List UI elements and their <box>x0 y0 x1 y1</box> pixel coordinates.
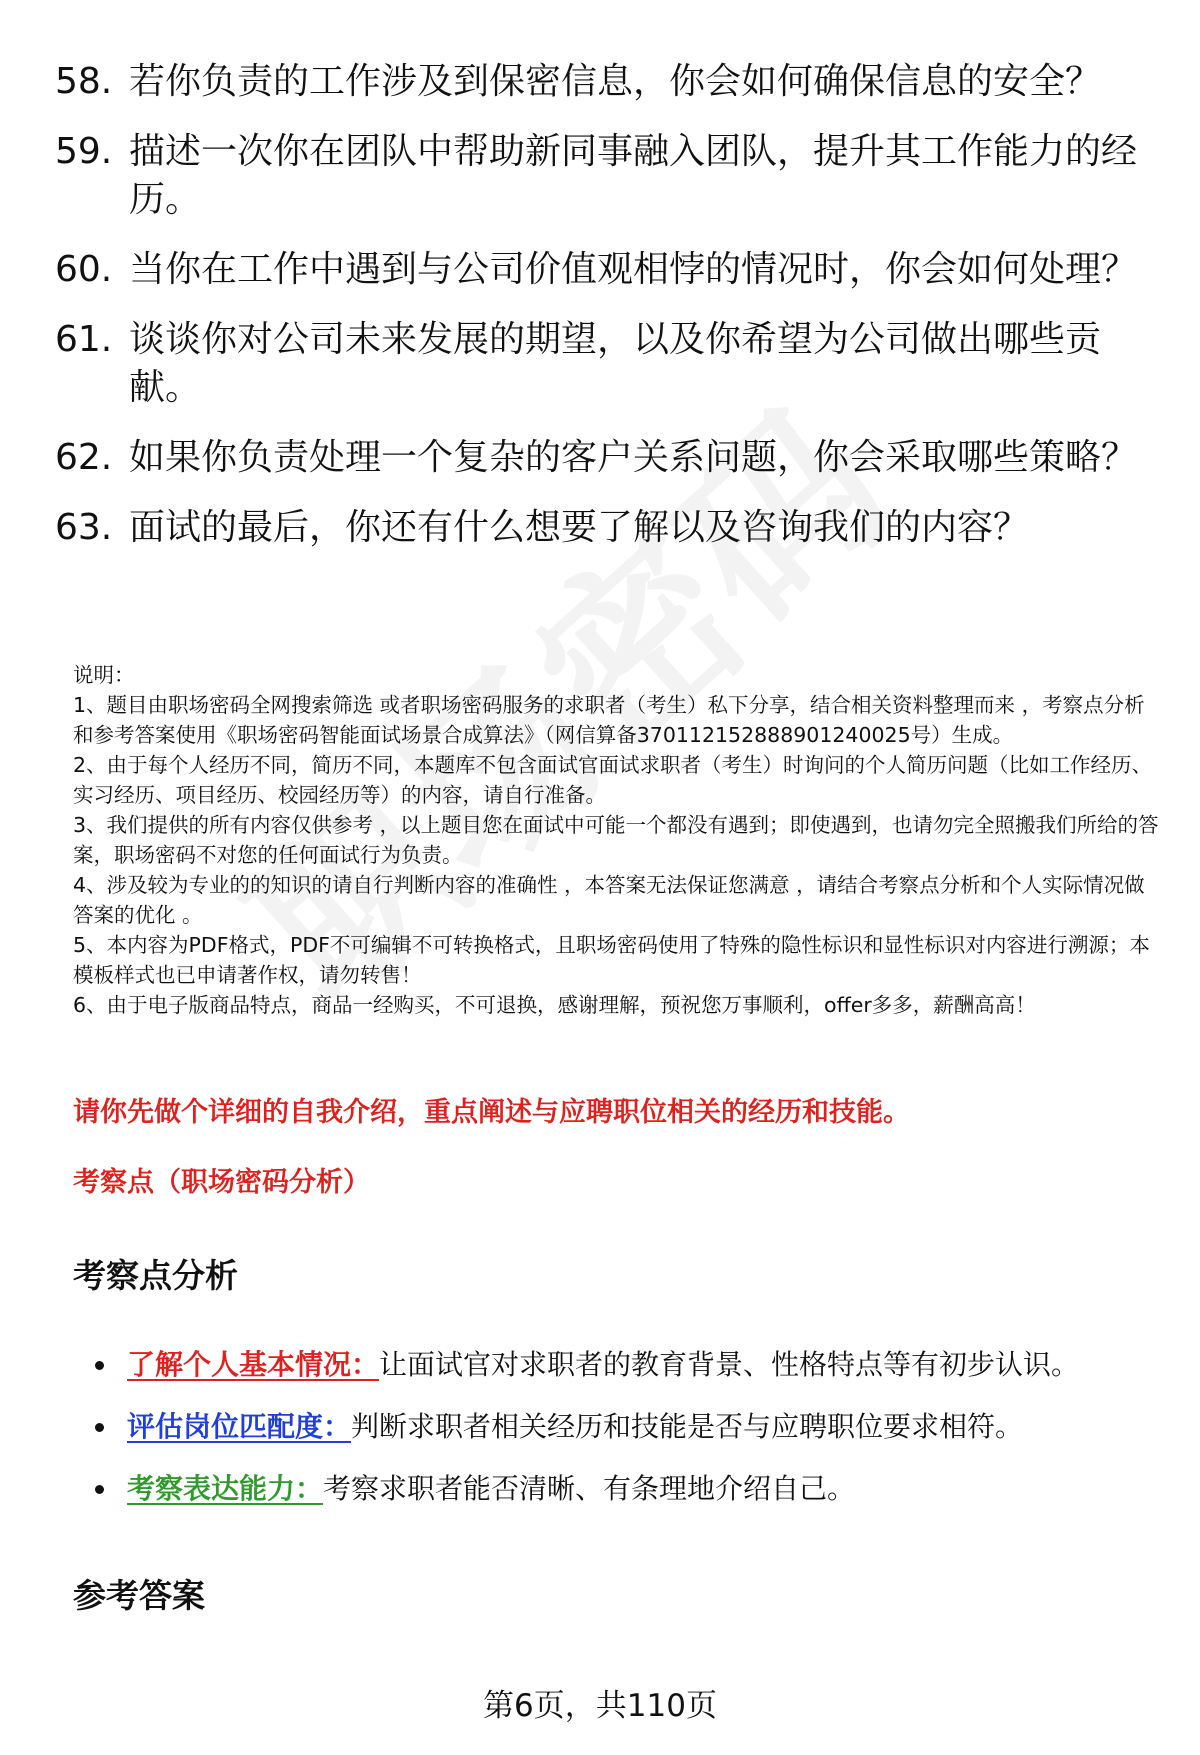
question-item <box>55 128 1165 224</box>
point-label: 考察表达能力： <box>127 1472 324 1505</box>
note-item: 3、我们提供的所有内容仅供参考 ，以上题目您在面试中可能一个都没有遇到；即使遇到，也请勿完全照搬我们所给的答案，职场密码不对您的任何面试行为负责。 <box>73 813 1159 867</box>
question-number: 60. <box>55 249 113 290</box>
point-label: 评估岗位匹配度： <box>127 1410 352 1443</box>
question-item <box>55 58 1165 106</box>
notes-title: 说明： <box>73 663 135 687</box>
question-number: 61. <box>55 319 113 360</box>
question-text: 面试的最后，你还有什么想要了解以及咨询我们的内容？ <box>129 507 1030 548</box>
question-text: 谈谈你对公司未来发展的期望，以及你希望为公司做出哪些贡献。 <box>129 319 1102 408</box>
note-item: 4、涉及较为专业的的知识的请自行判断内容的准确性 ，本答案无法保证您满意 ，请结合考察点分析和个人实际情况做答案的优化 。 <box>73 873 1145 927</box>
bullet-icon <box>95 1485 104 1494</box>
notes-section <box>73 660 1163 1020</box>
question-item <box>55 316 1165 412</box>
note-item: 6、由于电子版商品特点，商品一经购买，不可退换，感谢理解，预祝您万事顺利，offer多多，薪酬高高！ <box>73 993 1036 1017</box>
bullet-icon <box>95 1361 104 1370</box>
analysis-point <box>95 1407 1079 1447</box>
analysis-subheading: 考察点（职场密码分析） <box>73 1167 370 1198</box>
point-label: 了解个人基本情况： <box>127 1348 380 1381</box>
question-item <box>55 434 1165 482</box>
note-item: 5、本内容为PDF格式，PDF不可编辑不可转换格式，且职场密码使用了特殊的隐性标识和显性标识对内容进行溯源；本模板样式也已申请著作权，请勿转售！ <box>73 933 1150 987</box>
question-text: 当你在工作中遇到与公司价值观相悖的情况时，你会如何处理？ <box>129 249 1138 290</box>
note-item: 2、由于每个人经历不同，简历不同，本题库不包含面试官面试求职者（考生）时询问的个人简历问题（比如工作经历、实习经历、项目经历、校园经历等）的内容，请自行准备。 <box>73 753 1153 807</box>
point-text: 考察求职者能否清晰、有条理地介绍自己。 <box>323 1472 856 1505</box>
analysis-points <box>95 1345 1079 1531</box>
question-list <box>55 58 1165 574</box>
question-item <box>55 504 1165 552</box>
question-number: 58. <box>55 61 113 102</box>
question-number: 63. <box>55 507 113 548</box>
question-text: 如果你负责处理一个复杂的客户关系问题，你会采取哪些策略？ <box>129 437 1138 478</box>
note-item: 1、题目由职场密码全网搜索筛选 或者职场密码服务的求职者（考生）私下分享，结合相关资料整理而来 ，考察点分析和参考答案使用《职场密码智能面试场景合成算法》（网信算备370112152888901240025号）生成。 <box>73 693 1145 747</box>
bullet-icon <box>95 1423 104 1432</box>
question-text: 描述一次你在团队中帮助新同事融入团队，提升其工作能力的经历。 <box>129 131 1138 220</box>
question-text: 若你负责的工作涉及到保密信息，你会如何确保信息的安全？ <box>129 61 1102 102</box>
question-number: 62. <box>55 437 113 478</box>
question-heading: 请你先做个详细的自我介绍，重点阐述与应聘职位相关的经历和技能。 <box>73 1097 910 1128</box>
point-text: 判断求职者相关经历和技能是否与应聘职位要求相符。 <box>351 1410 1024 1443</box>
analysis-point <box>95 1345 1079 1385</box>
question-item <box>55 246 1165 294</box>
page-footer: 第6页，共110页 <box>483 1688 717 1724</box>
point-text: 让面试官对求职者的教育背景、性格特点等有初步认识。 <box>379 1348 1080 1381</box>
analysis-heading: 考察点分析 <box>73 1256 238 1295</box>
analysis-point <box>95 1469 1079 1509</box>
question-number: 59. <box>55 131 113 172</box>
answer-heading: 参考答案 <box>73 1576 205 1615</box>
